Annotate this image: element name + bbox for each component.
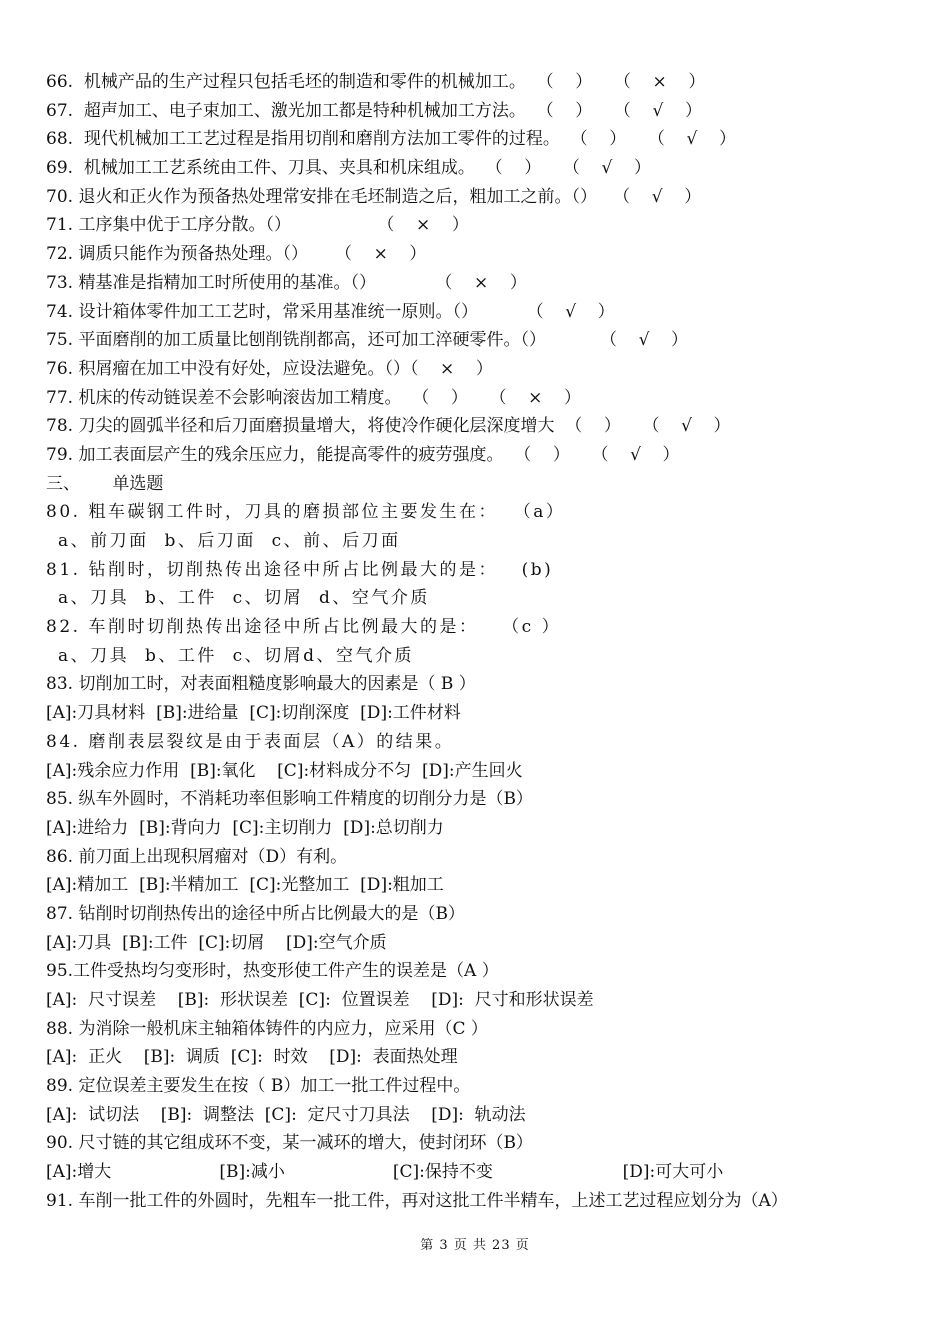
- question-84: 84. 磨削表层裂纹是由于表面层（A）的结果。: [46, 731, 455, 752]
- options-82: a、刀具 b、工件 c、切屑d、空气介质: [58, 645, 415, 666]
- section-heading: 三、 单选题: [46, 473, 164, 494]
- question-89: 89. 定位误差主要发生在按（ B）加工一批工件过程中。: [46, 1076, 471, 1097]
- question-72: 72. 调质只能作为预备热处理。（） （ × ）: [46, 244, 427, 265]
- question-69: 69. 机械加工工艺系统由工件、刀具、夹具和机床组成。 （ ） （ √ ）: [46, 158, 651, 179]
- options-81: a、刀具 b、工件 c、切屑 d、空气介质: [58, 588, 430, 609]
- question-91: 91. 车削一批工件的外圆时，先粗车一批工件，再对这批工件半精车，上述工艺过程应划分为（A）: [46, 1190, 788, 1211]
- question-73: 73. 精基准是指精加工时所使用的基准。（） （ × ）: [46, 272, 527, 293]
- question-82: 82. 车削时切削热传出途径中所占比例最大的是： （c ）: [46, 617, 562, 638]
- question-83: 83. 切削加工时，对表面粗糙度影响最大的因素是（ B ）: [46, 674, 476, 695]
- question-81: 81. 钻削时，切削热传出途径中所占比例最大的是： (b): [46, 559, 554, 580]
- question-67: 67. 超声加工、电子束加工、激光加工都是特种机械加工方法。 （ ） （ √ ）: [46, 100, 702, 121]
- question-79: 79. 加工表面层产生的残余压应力，能提高零件的疲劳强度。 （ ） （ √ ）: [46, 444, 680, 465]
- options-85: [A]:进给力 [B]:背向力 [C]:主切削力 [D]:总切削力: [46, 817, 444, 838]
- question-90: 90. 尺寸链的其它组成环不变，某一减环的增大，使封闭环（B）: [46, 1133, 533, 1154]
- question-70: 70. 退火和正火作为预备热处理常安排在毛坯制造之后，粗加工之前。（） （ √ ）: [46, 186, 702, 207]
- options-88: [A]: 正火 [B]: 调质 [C]: 时效 [D]: 表面热处理: [46, 1047, 458, 1068]
- question-78: 78. 刀尖的圆弧半径和后刀面磨损量增大，将使冷作硬化层深度增大 （ ） （ √ ）: [46, 416, 731, 437]
- options-90: [A]:增大 [B]:减小 [C]:保持不变 [D]:可大可小: [46, 1162, 724, 1183]
- options-95: [A]: 尺寸误差 [B]: 形状误差 [C]: 位置误差 [D]: 尺寸和形状误差: [46, 990, 594, 1010]
- question-87: 87. 钻削时切削热传出的途径中所占比例最大的是（B）: [46, 903, 465, 924]
- question-74: 74. 设计箱体零件加工工艺时，常采用基准统一原则。（） （ √ ）: [46, 301, 615, 322]
- question-86: 86. 前刀面上出现积屑瘤对（D）有利。: [46, 846, 348, 867]
- question-85: 85. 纵车外圆时，不消耗功率但影响工件精度的切削分力是（B）: [46, 789, 533, 810]
- question-76: 76. 积屑瘤在加工中没有好处，应设法避免。（）（ × ）: [46, 358, 493, 379]
- options-80: a、前刀面 b、后刀面 c、前、后刀面: [58, 531, 401, 551]
- question-list: [46, 68, 926, 1216]
- options-89: [A]: 试切法 [B]: 调整法 [C]: 定尺寸刀具法 [D]: 轨动法: [46, 1104, 526, 1125]
- page-number: 第 3 页 共 23 页: [420, 1238, 530, 1253]
- options-87: [A]:刀具 [B]:工件 [C]:切屑 [D]:空气介质: [46, 932, 387, 953]
- question-75: 75. 平面磨削的加工质量比刨削铣削都高，还可加工淬硬零件。（） （ √ ）: [46, 330, 689, 351]
- question-71: 71. 工序集中优于工序分散。（） （ × ）: [46, 215, 469, 236]
- question-80: 80. 粗车碳钢工件时，刀具的磨损部位主要发生在： （a）: [46, 502, 566, 523]
- question-77: 77. 机床的传动链误差不会影响滚齿加工精度。 （ ） （ × ）: [46, 387, 581, 408]
- options-86: [A]:精加工 [B]:半精加工 [C]:光整加工 [D]:粗加工: [46, 875, 444, 896]
- options-84: [A]:残余应力作用 [B]:氧化 [C]:材料成分不匀 [D]:产生回火: [46, 760, 523, 781]
- question-66: 66. 机械产品的生产过程只包括毛坯的制造和零件的机械加工。 （ ） （ × ）: [46, 72, 706, 92]
- question-88: 88. 为消除一般机床主轴箱体铸件的内应力，应采用（C ）: [46, 1018, 488, 1039]
- question-95: 95.工件受热均匀变形时，热变形使工件产生的误差是（A ）: [46, 961, 499, 982]
- question-68: 68. 现代机械加工工艺过程是指用切削和磨削方法加工零件的过程。 （ ） （ √ ）: [46, 129, 736, 150]
- options-83: [A]:刀具材料 [B]:进给量 [C]:切削深度 [D]:工件材料: [46, 703, 461, 724]
